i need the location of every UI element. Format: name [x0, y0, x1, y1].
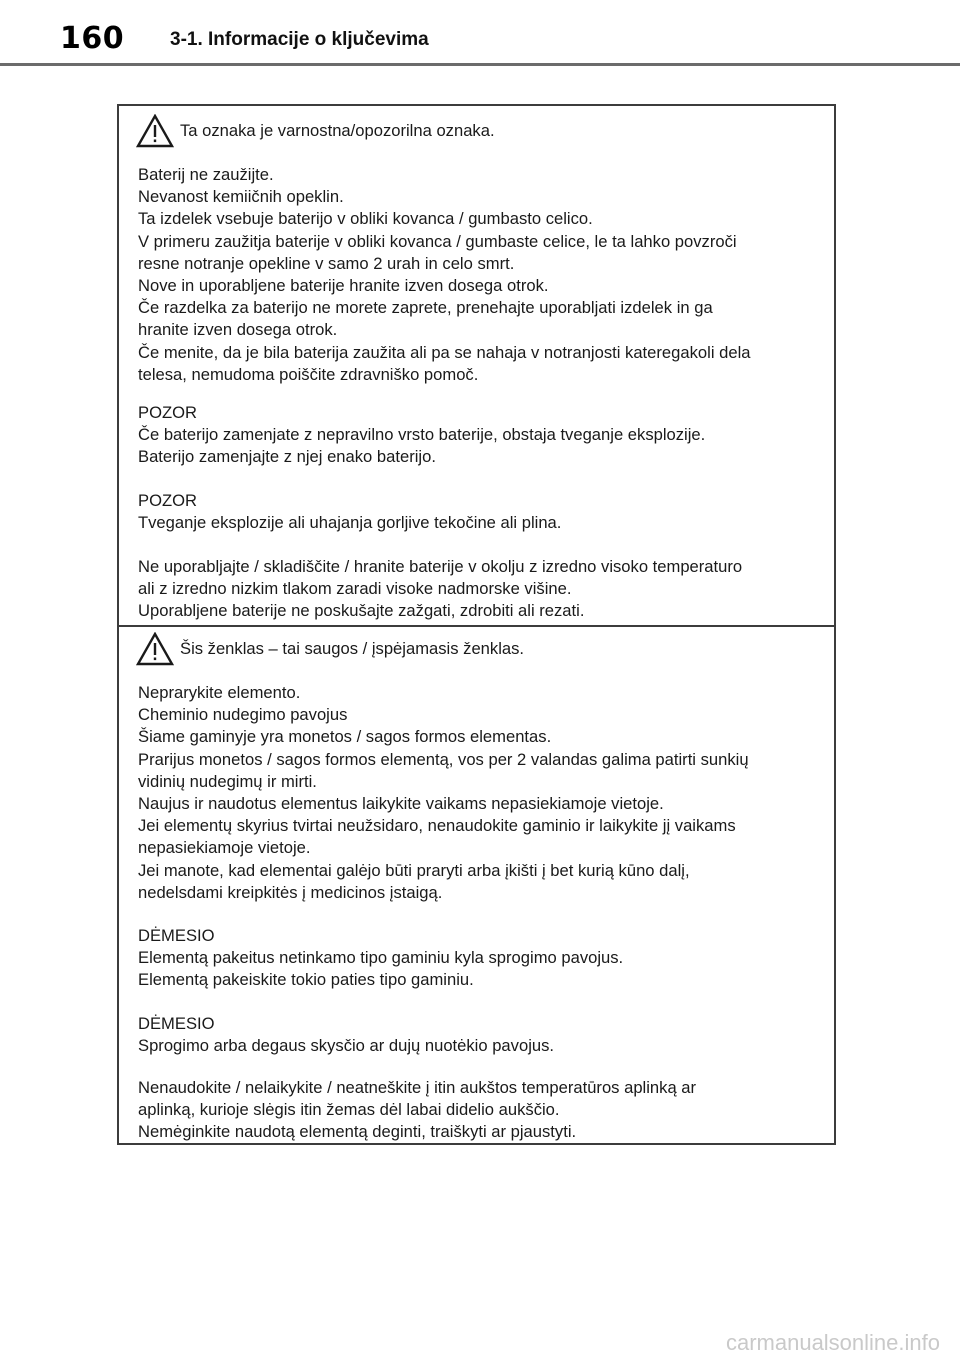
- text-line: Ta izdelek vsebuje baterijo v obliki kovanca / gumbasto celico.: [138, 209, 593, 229]
- warning-triangle-icon: [136, 632, 174, 666]
- text-line: Neprarykite elemento.: [138, 683, 301, 702]
- label-section-lithuanian: [119, 627, 834, 1143]
- text-line: Jei manote, kad elementai galėjo būti praryti arba įkišti į bet kurią kūno dalį,: [138, 860, 690, 880]
- text-line: telesa, nemudoma poiščite zdravniško pomoč.: [138, 364, 479, 384]
- warning-paragraph: [138, 164, 828, 386]
- text-line: Nenaudokite / nelaikykite / neatneškite į itin aukštos temperatūros aplinką ar: [138, 1078, 697, 1097]
- text-line: Naujus ir naudotus elementus laikykite vaikams nepasiekiamoje vietoje.: [138, 794, 664, 814]
- warning-triangle-icon: [136, 114, 174, 148]
- text-line: Uporabljene baterije ne poskušajte zažgati, zdrobiti ali rezati.: [138, 601, 585, 621]
- text-line: Nemėginkite naudotą elementą deginti, traiškyti ar pjaustyti.: [138, 1122, 577, 1142]
- text-line: nepasiekiamoje vietoje.: [138, 838, 311, 858]
- text-line: ali z izredno nizkim tlakom zaradi visoke nadmorske višine.: [138, 579, 572, 599]
- text-line: Šiame gaminyje yra monetos / sagos formos elementas.: [138, 727, 552, 747]
- header-rule: [0, 63, 960, 66]
- text-line: Ne uporabljajte / skladiščite / hranite baterije v okolju z izredno visoko temperaturo: [138, 557, 743, 576]
- warning-paragraph: [138, 682, 828, 904]
- site-watermark: carmanualsonline.info: [725, 1330, 940, 1355]
- page-header: [0, 0, 960, 66]
- caution-heading: DĖMESIO: [138, 1014, 215, 1033]
- caution-heading: POZOR: [138, 403, 198, 422]
- text-line: resne notranje opekline v samo 2 urah in celo smrt.: [138, 253, 515, 273]
- text-line: Če menite, da je bila baterija zaužita ali pa se nahaja v notranjosti kateregakoli dela: [138, 342, 751, 362]
- caution-paragraph: [138, 1013, 828, 1057]
- storage-paragraph: [138, 556, 828, 623]
- caution-heading: POZOR: [138, 491, 198, 510]
- storage-paragraph: [138, 1077, 828, 1144]
- text-line: Jei elementų skyrius tvirtai neužsidaro, nenaudokite gaminio ir laikykite jį vaikams: [138, 816, 736, 836]
- warning-heading: [136, 632, 524, 666]
- text-line: V primeru zaužitja baterije v obliki kovanca / gumbaste celice, le ta lahko povzroči: [138, 231, 737, 251]
- text-line: Elementą pakeitus netinkamo tipo gaminiu kyla sprogimo pavojus.: [138, 948, 624, 968]
- section-title: 3-1. Informacije o ključevima: [170, 29, 429, 50]
- text-line: aplinką, kurioje slėgis itin žemas dėl labai didelio aukščio.: [138, 1100, 560, 1120]
- caution-paragraph: [138, 490, 828, 534]
- warning-heading: [136, 114, 495, 148]
- text-line: nedelsdami kreipkitės į medicinos įstaigą.: [138, 882, 443, 902]
- text-line: Nove in uporabljene baterije hranite izven dosega otrok.: [138, 276, 549, 296]
- warning-title: Ta oznaka je varnostna/opozorilna oznaka.: [180, 121, 495, 140]
- text-line: Baterijo zamenjajte z njej enako baterijo.: [138, 447, 436, 467]
- text-line: Cheminio nudegimo pavojus: [138, 705, 348, 725]
- text-line: Elementą pakeiskite tokio paties tipo gaminiu.: [138, 970, 474, 990]
- label-section-slovenian: [119, 106, 834, 627]
- text-line: Če razdelka za baterijo ne morete zaprete, prenehajte uporabljati izdelek in ga: [138, 298, 713, 318]
- caution-paragraph: [138, 402, 828, 469]
- text-line: vidinių nudegimų ir mirti.: [138, 771, 317, 791]
- text-line: Tveganje eksplozije ali uhajanja gorljive tekočine ali plina.: [138, 513, 562, 533]
- caution-heading: DĖMESIO: [138, 926, 215, 945]
- text-line: Če baterijo zamenjate z nepravilno vrsto baterije, obstaja tveganje eksplozije.: [138, 425, 706, 445]
- text-line: Prarijus monetos / sagos formos elementą, vos per 2 valandas galima patirti sunkių: [138, 749, 749, 769]
- warning-title: Šis ženklas – tai saugos / įspėjamasis ženklas.: [180, 639, 525, 658]
- caution-paragraph: [138, 925, 828, 992]
- page-number: 160: [60, 21, 125, 56]
- text-line: Nevanost kemiičnih opeklin.: [138, 187, 344, 207]
- text-line: hranite izven dosega otrok.: [138, 320, 338, 340]
- text-line: Sprogimo arba degaus skysčio ar dujų nuotėkio pavojus.: [138, 1036, 555, 1056]
- text-line: Baterij ne zaužijte.: [138, 165, 274, 184]
- safety-label-box: [117, 104, 836, 1145]
